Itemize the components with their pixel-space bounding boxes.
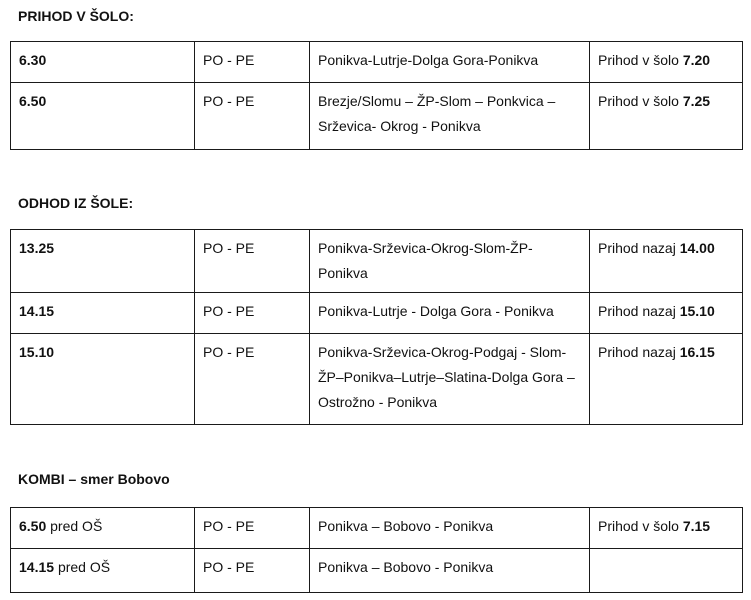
days-cell: PO - PE — [195, 334, 310, 425]
route-cell: Ponikva-Srževica-Okrog-Podgaj - Slom-ŽP–Ponikva–Lutrje–Slatina-Dolga Gora – Ostrožno - Ponikva — [310, 334, 590, 425]
route-cell: Brezje/Slomu – ŽP-Slom – Ponkvica – Srževica- Okrog - Ponikva — [310, 83, 590, 150]
departure-time-cell: 6.30 — [11, 42, 195, 83]
days-cell: PO - PE — [195, 293, 310, 334]
days-cell: PO - PE — [195, 549, 310, 593]
table-row — [11, 508, 743, 549]
days-cell: PO - PE — [195, 230, 310, 293]
route-cell: Ponikva-Srževica-Okrog-Slom-ŽP-Ponikva — [310, 230, 590, 293]
route-cell: Ponikva-Lutrje - Dolga Gora - Ponikva — [310, 293, 590, 334]
departure-time-cell: 14.15 pred OŠ — [11, 549, 195, 593]
schedule-table-departure — [10, 229, 743, 425]
table-row — [11, 83, 743, 150]
days-cell: PO - PE — [195, 508, 310, 549]
table-row — [11, 549, 743, 593]
section-title-kombi: KOMBI – smer Bobovo — [18, 471, 170, 487]
route-cell: Ponikva – Bobovo - Ponikva — [310, 508, 590, 549]
days-cell: PO - PE — [195, 42, 310, 83]
arrival-note-cell — [590, 549, 743, 593]
arrival-note-cell: Prihod nazaj 15.10 — [590, 293, 743, 334]
departure-time-cell: 6.50 — [11, 83, 195, 150]
route-cell: Ponikva – Bobovo - Ponikva — [310, 549, 590, 593]
departure-time-cell: 15.10 — [11, 334, 195, 425]
route-cell: Ponikva-Lutrje-Dolga Gora-Ponikva — [310, 42, 590, 83]
arrival-note-cell: Prihod nazaj 14.00 — [590, 230, 743, 293]
table-row — [11, 334, 743, 425]
table-row — [11, 42, 743, 83]
days-cell: PO - PE — [195, 83, 310, 150]
arrival-note-cell: Prihod nazaj 16.15 — [590, 334, 743, 425]
schedule-table-kombi — [10, 507, 743, 593]
arrival-note-cell: Prihod v šolo 7.25 — [590, 83, 743, 150]
table-row — [11, 293, 743, 334]
departure-time-cell: 14.15 — [11, 293, 195, 334]
arrival-note-cell: Prihod v šolo 7.15 — [590, 508, 743, 549]
table-row — [11, 230, 743, 293]
departure-time-cell: 6.50 pred OŠ — [11, 508, 195, 549]
arrival-note-cell: Prihod v šolo 7.20 — [590, 42, 743, 83]
section-title-departure: ODHOD IZ ŠOLE: — [18, 195, 134, 211]
section-title-arrival: PRIHOD V ŠOLO: — [18, 8, 134, 24]
schedule-table-arrival — [10, 41, 743, 150]
departure-time-cell: 13.25 — [11, 230, 195, 293]
